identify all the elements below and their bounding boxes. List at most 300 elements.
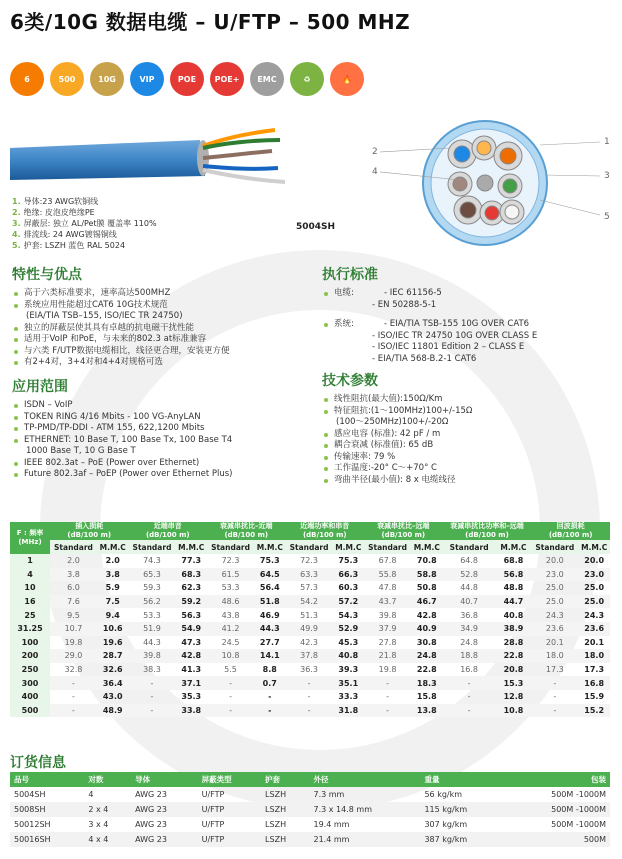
table-cell: 65.3 xyxy=(129,568,176,582)
table-cell: 55.8 xyxy=(364,568,411,582)
table-cell: - xyxy=(129,676,176,690)
table-cell: 52.9 xyxy=(333,622,365,636)
table-cell: 32.8 xyxy=(64,665,83,675)
table-row xyxy=(10,608,610,622)
cat6-10g-badge-icon: 6 xyxy=(10,62,44,96)
table-cell: 54.2 xyxy=(286,595,333,609)
order-cell: 307 kg/km xyxy=(424,820,468,829)
table-cell: 59.2 xyxy=(175,595,207,609)
table-cell: 77.3 xyxy=(181,556,202,566)
table-cell: 25.0 xyxy=(531,595,578,609)
table-row xyxy=(10,595,610,609)
callout-4: 4 xyxy=(372,167,378,177)
features-item: 有2+4对，3+4对和4+4对规格可选 xyxy=(12,357,312,369)
table-cell: - xyxy=(467,692,471,702)
order-cell: 500M xyxy=(505,832,610,847)
table-row xyxy=(10,817,610,832)
callout-3: 3 xyxy=(604,171,610,181)
table-cell: 43.7 xyxy=(364,595,411,609)
tech-list xyxy=(322,394,612,486)
table-cell: 30.8 xyxy=(416,637,437,647)
tech-item: 弯曲半径(最小值): 8 x 电缆线径 xyxy=(322,475,612,487)
order-header: 包装 xyxy=(505,772,610,787)
table-cell: 24.3 xyxy=(545,610,564,620)
standard-label xyxy=(322,342,372,354)
table-cell: 52.8 xyxy=(443,568,496,582)
order-header: 重量 xyxy=(420,772,505,787)
table-cell: 56.3 xyxy=(181,610,202,620)
component-text: 排流线: 24 AWG镀锡铜线 xyxy=(23,230,117,239)
standard-value: - ISO/IEC 11801 Edition 2 – CLASS E xyxy=(372,342,525,352)
order-cell: 500M -1000M xyxy=(551,790,606,799)
callout-2: 2 xyxy=(372,147,378,157)
table-cell: - xyxy=(443,704,496,718)
tech-item: 传输速率: 79 % xyxy=(322,452,612,464)
table-row xyxy=(10,832,610,847)
table-cell: 10 xyxy=(10,581,50,595)
table-cell: 39.3 xyxy=(338,665,359,675)
tech-section xyxy=(322,370,612,486)
component-item xyxy=(12,196,157,207)
table-cell: 44.7 xyxy=(496,595,532,609)
table-cell: 54.9 xyxy=(175,622,207,636)
component-item xyxy=(12,218,157,229)
standard-row xyxy=(322,331,612,343)
table-cell: 36.4 xyxy=(97,676,129,690)
table-cell: 23.6 xyxy=(578,622,610,636)
table-cell: 56.8 xyxy=(496,568,532,582)
freq-header: F : 频率 (MHz) xyxy=(10,522,50,554)
table-cell: 200 xyxy=(10,649,50,663)
table-cell: 1 xyxy=(10,554,50,568)
table-cell: 42.3 xyxy=(300,637,318,647)
table-cell: 23.6 xyxy=(531,622,578,636)
features-item: 适用于VoIP 和PoE，与未来的802.3 at标准兼容 xyxy=(12,334,312,346)
table-cell: 7.6 xyxy=(50,595,97,609)
table-cell: 25.0 xyxy=(584,583,605,593)
perf-subheader: M.M.C xyxy=(411,540,443,554)
table-cell: 37.1 xyxy=(175,676,207,690)
component-text: 护套: LSZH 蓝色 RAL 5024 xyxy=(23,241,126,250)
table-cell: 15.9 xyxy=(584,692,605,702)
table-cell: 21.8 xyxy=(364,649,411,663)
table-cell: 46.9 xyxy=(259,610,280,620)
table-cell: 41.3 xyxy=(181,665,202,675)
features-item: 与六类 F/UTP数据电缆相比，线径更合理，安装更方便 xyxy=(12,346,312,358)
table-cell: - xyxy=(229,692,232,702)
perf-group-header: 近端功率和串音 (dB/100 m) xyxy=(286,522,365,540)
cable-illustration xyxy=(10,118,310,193)
standard-label xyxy=(322,331,372,343)
perf-subheader: Standard xyxy=(50,540,97,554)
perf-subheader: Standard xyxy=(443,540,496,554)
10g-badge-icon: 10G xyxy=(90,62,124,96)
table-cell: 39.8 xyxy=(378,610,397,620)
table-cell: - xyxy=(72,692,75,702)
order-header: 对数 xyxy=(84,772,131,787)
table-cell: 74.3 xyxy=(143,556,161,566)
perf-subheader: M.M.C xyxy=(578,540,610,554)
table-cell: - xyxy=(531,704,578,718)
model-label: 5004SH xyxy=(296,222,336,232)
order-cell: LSZH xyxy=(265,790,287,799)
table-cell: 68.8 xyxy=(503,556,524,566)
500mhz-badge-icon: 500 xyxy=(50,62,84,96)
table-cell: 67.8 xyxy=(378,556,397,566)
table-row xyxy=(10,568,610,582)
table-cell: 44.3 xyxy=(254,622,286,636)
applications-item: 1000 Base T, 10 G Base T xyxy=(26,446,136,456)
order-cell: 19.4 mm xyxy=(313,820,350,829)
table-cell: 43.0 xyxy=(102,692,123,702)
features-item: 独立的屏蔽层使其具有卓越的抗电磁干扰性能 xyxy=(12,323,312,335)
table-cell: 16.8 xyxy=(460,665,479,675)
table-cell: 46.7 xyxy=(411,595,443,609)
table-cell: 40.8 xyxy=(333,649,365,663)
perf-group-header: 衰减串扰比功率和–远端 (dB/100 m) xyxy=(443,522,532,540)
component-number: 2. xyxy=(12,208,21,217)
table-cell: 37.8 xyxy=(286,649,333,663)
component-number: 5. xyxy=(12,241,21,250)
table-cell: 400 xyxy=(10,690,50,704)
table-cell: 44.8 xyxy=(460,583,479,593)
table-cell: 16 xyxy=(10,595,50,609)
table-cell: 35.1 xyxy=(333,676,365,690)
applications-item: ETHERNET: 10 Base T, 100 Base Tx, 100 Base T4 xyxy=(12,435,312,447)
table-cell: 24.8 xyxy=(460,637,479,647)
table-cell: 12.8 xyxy=(503,692,524,702)
order-cell: LSZH xyxy=(261,832,309,847)
order-cell: AWG 23 xyxy=(131,832,198,847)
order-cell: 387 kg/km xyxy=(420,832,505,847)
callout-5: 5 xyxy=(604,212,610,222)
component-item xyxy=(12,229,157,240)
tech-item: 感应电容 (标准): 42 pF / m xyxy=(322,429,612,441)
standard-row xyxy=(322,300,612,312)
table-cell: 28.8 xyxy=(503,637,524,647)
table-cell: 64.5 xyxy=(254,568,286,582)
order-cell: 7.3 x 14.8 mm xyxy=(310,802,421,817)
recycle-badge-icon: ♻ xyxy=(290,62,324,96)
table-cell: 49.9 xyxy=(286,622,333,636)
table-cell: 40.7 xyxy=(443,595,496,609)
table-cell: - xyxy=(443,676,496,690)
vip-badge-icon: VIP xyxy=(130,62,164,96)
table-cell: 23.0 xyxy=(578,568,610,582)
table-cell: 17.3 xyxy=(584,665,605,675)
table-cell: 300 xyxy=(10,676,50,690)
order-cell: 5008SH xyxy=(10,802,84,817)
table-cell: 18.3 xyxy=(411,676,443,690)
component-number: 3. xyxy=(12,219,21,228)
component-number: 4. xyxy=(12,230,21,239)
table-cell: 250 xyxy=(10,663,50,677)
table-cell: 3.8 xyxy=(97,568,129,582)
table-cell: 70.8 xyxy=(416,556,437,566)
applications-item: TP-PMD/TP-DDI - ATM 155, 622,1200 Mbits xyxy=(12,423,312,435)
perf-group-header: 近端串音 (dB/100 m) xyxy=(129,522,208,540)
table-row xyxy=(10,636,610,650)
table-cell: - xyxy=(50,704,97,718)
table-cell: 13.8 xyxy=(411,704,443,718)
table-cell: - xyxy=(286,704,333,718)
table-cell: 39.8 xyxy=(129,649,176,663)
order-cell: U/FTP xyxy=(201,790,225,799)
table-cell: 15.3 xyxy=(496,676,532,690)
table-cell: 19.8 xyxy=(378,665,397,675)
tech-item: 耦合衰减 (标准值): 65 dB xyxy=(322,440,612,452)
poe-plus-badge-icon: POE+ xyxy=(210,62,244,96)
table-cell: 20.8 xyxy=(503,665,524,675)
table-cell: - xyxy=(364,676,411,690)
table-cell: 56.2 xyxy=(129,595,176,609)
table-cell: 51.9 xyxy=(129,622,176,636)
perf-group-header: 衰减串扰比–近端 (dB/100 m) xyxy=(207,522,286,540)
order-cell: AWG 23 xyxy=(135,820,167,829)
table-cell: 10.6 xyxy=(97,622,129,636)
perf-subheader: M.M.C xyxy=(333,540,365,554)
order-header: 外径 xyxy=(310,772,421,787)
order-cell: 2 x 4 xyxy=(84,802,131,817)
table-cell: - xyxy=(553,692,557,702)
perf-subheader: Standard xyxy=(531,540,578,554)
table-cell: 50.8 xyxy=(416,583,437,593)
order-cell: U/FTP xyxy=(201,820,225,829)
order-cell: 7.3 mm xyxy=(313,790,345,799)
applications-section xyxy=(12,376,312,481)
table-cell: 62.3 xyxy=(181,583,202,593)
standard-value: - ISO/IEC TR 24750 10G OVER CLASS E xyxy=(372,330,538,341)
perf-subheader: Standard xyxy=(207,540,254,554)
table-cell: 3.8 xyxy=(50,568,97,582)
table-cell: 17.3 xyxy=(545,665,564,675)
table-cell: 29.0 xyxy=(50,649,97,663)
table-cell: 24.5 xyxy=(221,637,240,647)
table-cell: 64.8 xyxy=(460,556,479,566)
table-cell: 5.9 xyxy=(105,583,120,593)
table-cell: 42.8 xyxy=(416,610,437,620)
table-cell: 16.8 xyxy=(578,676,610,690)
table-row xyxy=(10,676,610,690)
perf-group-header: 回波损耗 (dB/100 m) xyxy=(531,522,610,540)
table-cell: 61.5 xyxy=(207,568,254,582)
perf-group-header: 衰减串扰比–远端 (dB/100 m) xyxy=(364,522,443,540)
order-cell: 5004SH xyxy=(14,790,46,799)
badge-row xyxy=(10,62,364,96)
table-cell: 47.8 xyxy=(378,583,397,593)
table-cell: 48.6 xyxy=(207,595,254,609)
table-cell: 20.1 xyxy=(545,637,564,647)
component-text: 导体:23 AWG软铜线 xyxy=(23,197,99,206)
table-cell: 66.3 xyxy=(333,568,365,582)
table-cell: 27.8 xyxy=(378,637,397,647)
table-cell: 4 xyxy=(10,568,50,582)
page-title: 6类/10G 数据电缆 – U/FTP – 500 MHZ xyxy=(10,10,411,34)
features-item: (EIA/TIA TSB–155, ISO/IEC TR 24750) xyxy=(26,311,183,321)
table-cell: 38.9 xyxy=(496,622,532,636)
table-cell: 24.8 xyxy=(411,649,443,663)
standard-row xyxy=(322,354,612,366)
applications-list xyxy=(12,400,312,481)
applications-item: ISDN – VoIP xyxy=(12,400,312,412)
table-cell: 10.7 xyxy=(50,622,97,636)
order-cell: 21.4 mm xyxy=(310,832,421,847)
standard-value: - IEC 61156-5 xyxy=(384,288,442,298)
table-cell: 19.8 xyxy=(64,637,83,647)
poe-badge-icon: POE xyxy=(170,62,204,96)
table-cell: 18.0 xyxy=(531,649,578,663)
table-cell: 10.8 xyxy=(207,649,254,663)
table-cell: - xyxy=(307,692,311,702)
table-cell: 48.9 xyxy=(97,704,129,718)
order-header: 导体 xyxy=(131,772,198,787)
table-cell: 5.5 xyxy=(224,665,237,675)
table-cell: 58.8 xyxy=(411,568,443,582)
table-cell: 41.2 xyxy=(207,622,254,636)
table-cell: 33.8 xyxy=(175,704,207,718)
table-cell: 68.3 xyxy=(175,568,207,582)
table-cell: 10.8 xyxy=(496,704,532,718)
table-cell: - xyxy=(254,704,286,718)
standards-heading: 执行标准 xyxy=(322,267,378,283)
flame-badge-icon: 🔥 xyxy=(330,62,364,96)
standards-list xyxy=(322,288,612,373)
standard-label: 系统: xyxy=(322,319,384,331)
table-cell: 51.8 xyxy=(254,595,286,609)
features-item: 系统应用性能超过CAT6 10G技术规范 xyxy=(12,300,312,312)
table-cell: 75.3 xyxy=(259,556,280,566)
table-cell: 24.3 xyxy=(584,610,605,620)
table-row xyxy=(10,690,610,704)
table-cell: 19.6 xyxy=(102,637,123,647)
table-cell: 20.0 xyxy=(545,556,564,566)
standard-row xyxy=(322,342,612,354)
tech-item: 特征阻抗:(1～100MHz)100+/-15Ω xyxy=(322,406,612,418)
table-cell: 22.8 xyxy=(416,665,437,675)
standard-value: - EIA/TIA 568-B.2-1 CAT6 xyxy=(372,353,477,364)
table-cell: 18.8 xyxy=(443,649,496,663)
component-text: 绝缘: 皮泡皮绝缘PE xyxy=(23,208,95,217)
table-cell: 8.8 xyxy=(262,665,277,675)
applications-heading: 应用范围 xyxy=(12,379,68,395)
order-cell: 500M -1000M xyxy=(551,820,606,829)
table-cell: 38.3 xyxy=(143,665,161,675)
table-cell: 33.3 xyxy=(338,692,359,702)
table-cell: 2.0 xyxy=(67,556,80,566)
order-cell: 50012SH xyxy=(14,820,51,829)
table-cell: 36.8 xyxy=(460,610,479,620)
emc-badge-icon: EMC xyxy=(250,62,284,96)
features-heading: 特性与优点 xyxy=(12,267,82,283)
perf-group-header: 插入损耗 (dB/100 m) xyxy=(50,522,129,540)
order-cell: 50016SH xyxy=(10,832,84,847)
table-cell: 7.5 xyxy=(97,595,129,609)
component-list xyxy=(12,196,157,251)
table-cell: 9.4 xyxy=(105,610,120,620)
perf-subheader: Standard xyxy=(286,540,333,554)
table-cell: 37.9 xyxy=(364,622,411,636)
table-cell: - xyxy=(268,692,272,702)
table-cell: 15.8 xyxy=(416,692,437,702)
table-cell: 18.0 xyxy=(578,649,610,663)
perf-subheader: Standard xyxy=(364,540,411,554)
standard-value: - EIA/TIA TSB-155 10G OVER CAT6 xyxy=(384,319,530,329)
perf-subheader: Standard xyxy=(129,540,176,554)
table-cell: 2.0 xyxy=(105,556,120,566)
table-cell: - xyxy=(364,704,411,718)
table-cell: 57.2 xyxy=(333,595,365,609)
component-text: 屏蔽层: 独立 AL/Pet膜 覆盖率 110% xyxy=(23,219,157,228)
table-cell: - xyxy=(50,676,97,690)
table-cell: 54.3 xyxy=(338,610,359,620)
table-cell: 45.3 xyxy=(338,637,359,647)
table-cell: 22.8 xyxy=(496,649,532,663)
table-cell: 57.3 xyxy=(300,583,318,593)
table-cell: 25.0 xyxy=(578,595,610,609)
table-cell: 42.8 xyxy=(175,649,207,663)
order-cell: LSZH xyxy=(265,820,287,829)
standard-label xyxy=(322,300,372,312)
order-header: 屏蔽类型 xyxy=(198,772,261,787)
table-cell: 15.2 xyxy=(578,704,610,718)
order-cell: AWG 23 xyxy=(135,790,167,799)
order-cell: 500M -1000M xyxy=(505,802,610,817)
table-cell: 53.3 xyxy=(143,610,161,620)
table-cell: 44.3 xyxy=(143,637,161,647)
standard-row xyxy=(322,288,612,300)
table-cell: 20.0 xyxy=(584,556,605,566)
order-cell: 4 x 4 xyxy=(84,832,131,847)
table-row xyxy=(10,787,610,802)
features-section xyxy=(12,264,312,369)
table-cell: 34.9 xyxy=(443,622,496,636)
table-cell: - xyxy=(286,676,333,690)
table-cell: 100 xyxy=(10,636,50,650)
order-header: 护套 xyxy=(261,772,309,787)
table-cell: 0.7 xyxy=(254,676,286,690)
standard-row xyxy=(322,319,612,331)
table-cell: 35.3 xyxy=(181,692,202,702)
table-cell: 72.3 xyxy=(221,556,240,566)
tech-item: 工作温度:-20° C～+70° C xyxy=(322,463,612,475)
table-cell: - xyxy=(150,692,154,702)
table-cell: 40.8 xyxy=(503,610,524,620)
table-cell: 53.3 xyxy=(221,583,240,593)
table-cell: 43.8 xyxy=(221,610,240,620)
table-cell: 25.0 xyxy=(545,583,564,593)
tech-item: (100～250MHz)100+/-20Ω xyxy=(336,417,449,427)
table-row xyxy=(10,622,610,636)
order-cell: 4 xyxy=(88,790,94,799)
table-row xyxy=(10,554,610,568)
perf-subheader: M.M.C xyxy=(175,540,207,554)
table-cell: - xyxy=(207,704,254,718)
table-row xyxy=(10,802,610,817)
table-cell: 28.7 xyxy=(97,649,129,663)
table-row xyxy=(10,704,610,718)
table-cell: - xyxy=(386,692,389,702)
perf-subheader: M.M.C xyxy=(496,540,532,554)
table-cell: 27.7 xyxy=(259,637,280,647)
features-item: 高于六类标准要求，速率高达500MHZ xyxy=(12,288,312,300)
table-cell: 31.8 xyxy=(333,704,365,718)
perf-subheader-row xyxy=(10,540,610,554)
applications-item: IEEE 802.3at – PoE (Power over Ethernet) xyxy=(12,458,312,470)
table-cell: 51.3 xyxy=(300,610,318,620)
component-item xyxy=(12,207,157,218)
table-cell: 60.3 xyxy=(338,583,359,593)
order-table xyxy=(10,772,610,847)
